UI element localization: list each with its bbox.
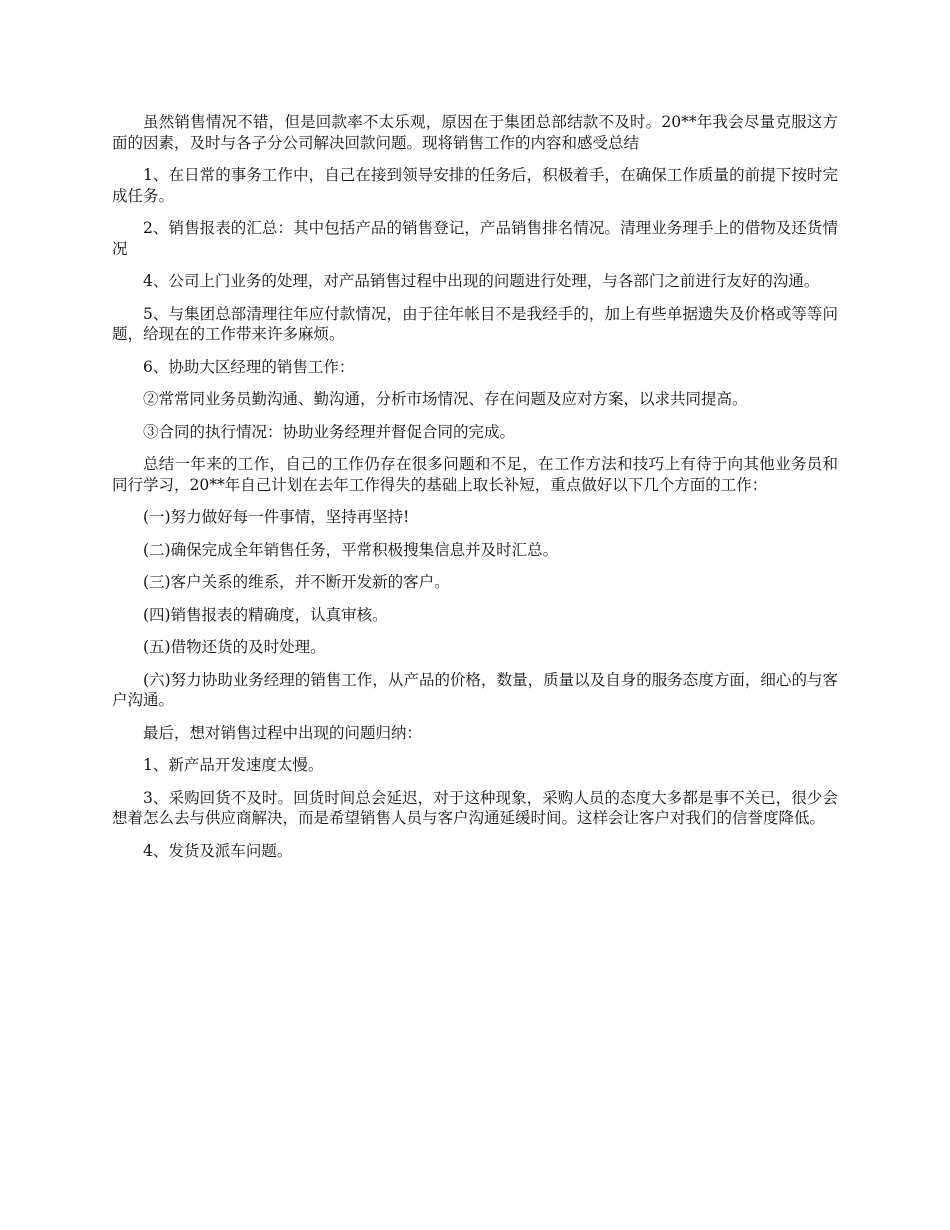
paragraph-item-4: 4、公司上门业务的处理，对产品销售过程中出现的问题进行处理，与各部门之前进行友好的沟通。 [143, 272, 820, 290]
paragraph-issue-4: 4、发货及派车问题。 [143, 841, 293, 860]
paragraph-plan-5: (五)借物还货的及时处理。 [143, 638, 326, 656]
paragraph-item-1: 1、在日常的事务工作中，自己在接到领导安排的任务后，积极着手，在确保工作质量的前提下按时完成任务。 [112, 166, 838, 205]
paragraph-sub-3: ③合同的执行情况：协助业务经理并督促合同的完成。 [143, 422, 516, 441]
paragraph-conclusion: 最后，想对销售过程中出现的问题归纳： [143, 723, 423, 742]
paragraph-item-2: 2、销售报表的汇总：其中包括产品的销售登记，产品销售排名情况。清理业务理手上的借物及还货情况 [112, 219, 838, 258]
paragraph-plan-2: (二)确保完成全年销售任务，平常积极搜集信息并及时汇总。 [143, 540, 559, 559]
paragraph-issue-3: 3、采购回货不及时。回货时间总会延迟，对于这种现象，采购人员的态度大多都是事不关已，很少会想着怎么去与供应商解决，而是希望销售人员与客户沟通延缓时间。这样会让客户对我们的信誉度降低。 [112, 788, 838, 827]
paragraph-intro: 虽然销售情况不错，但是回款率不太乐观，原因在于集团总部结款不及时。20**年我会尽量克服这方面的因素，及时与各子分公司解决回款问题。现将销售工作的内容和感受总结 [112, 113, 838, 152]
paragraph-plan-1: (一)努力做好每一件事情，坚持再坚持! [143, 508, 410, 526]
paragraph-item-6: 6、协助大区经理的销售工作： [143, 357, 355, 376]
paragraph-issue-1: 1、新产品开发速度太慢。 [143, 756, 324, 774]
paragraph-plan-6: (六)努力协助业务经理的销售工作，从产品的价格，数量，质量以及自身的服务态度方面，细心的与客户沟通。 [112, 670, 838, 709]
paragraph-sub-2: ②常常同业务员勤沟通、勤沟通，分析市场情况、存在问题及应对方案，以求共同提高。 [143, 390, 748, 408]
paragraph-summary: 总结一年来的工作，自己的工作仍存在很多问题和不足，在工作方法和技巧上有待于向其他业务员和同行学习，20**年自己计划在去年工作得失的基础上取长补短，重点做好以下几个方面的工作： [112, 455, 838, 494]
paragraph-plan-4: (四)销售报表的精确度，认真审核。 [143, 605, 388, 624]
paragraph-plan-3: (三)客户关系的维系，并不断开发新的客户。 [143, 573, 450, 591]
paragraph-item-5: 5、与集团总部清理往年应付款情况，由于往年帐目不是我经手的，加上有些单据遗失及价格或等等问题，给现在的工作带来许多麻烦。 [112, 304, 838, 343]
document-body [112, 112, 838, 873]
